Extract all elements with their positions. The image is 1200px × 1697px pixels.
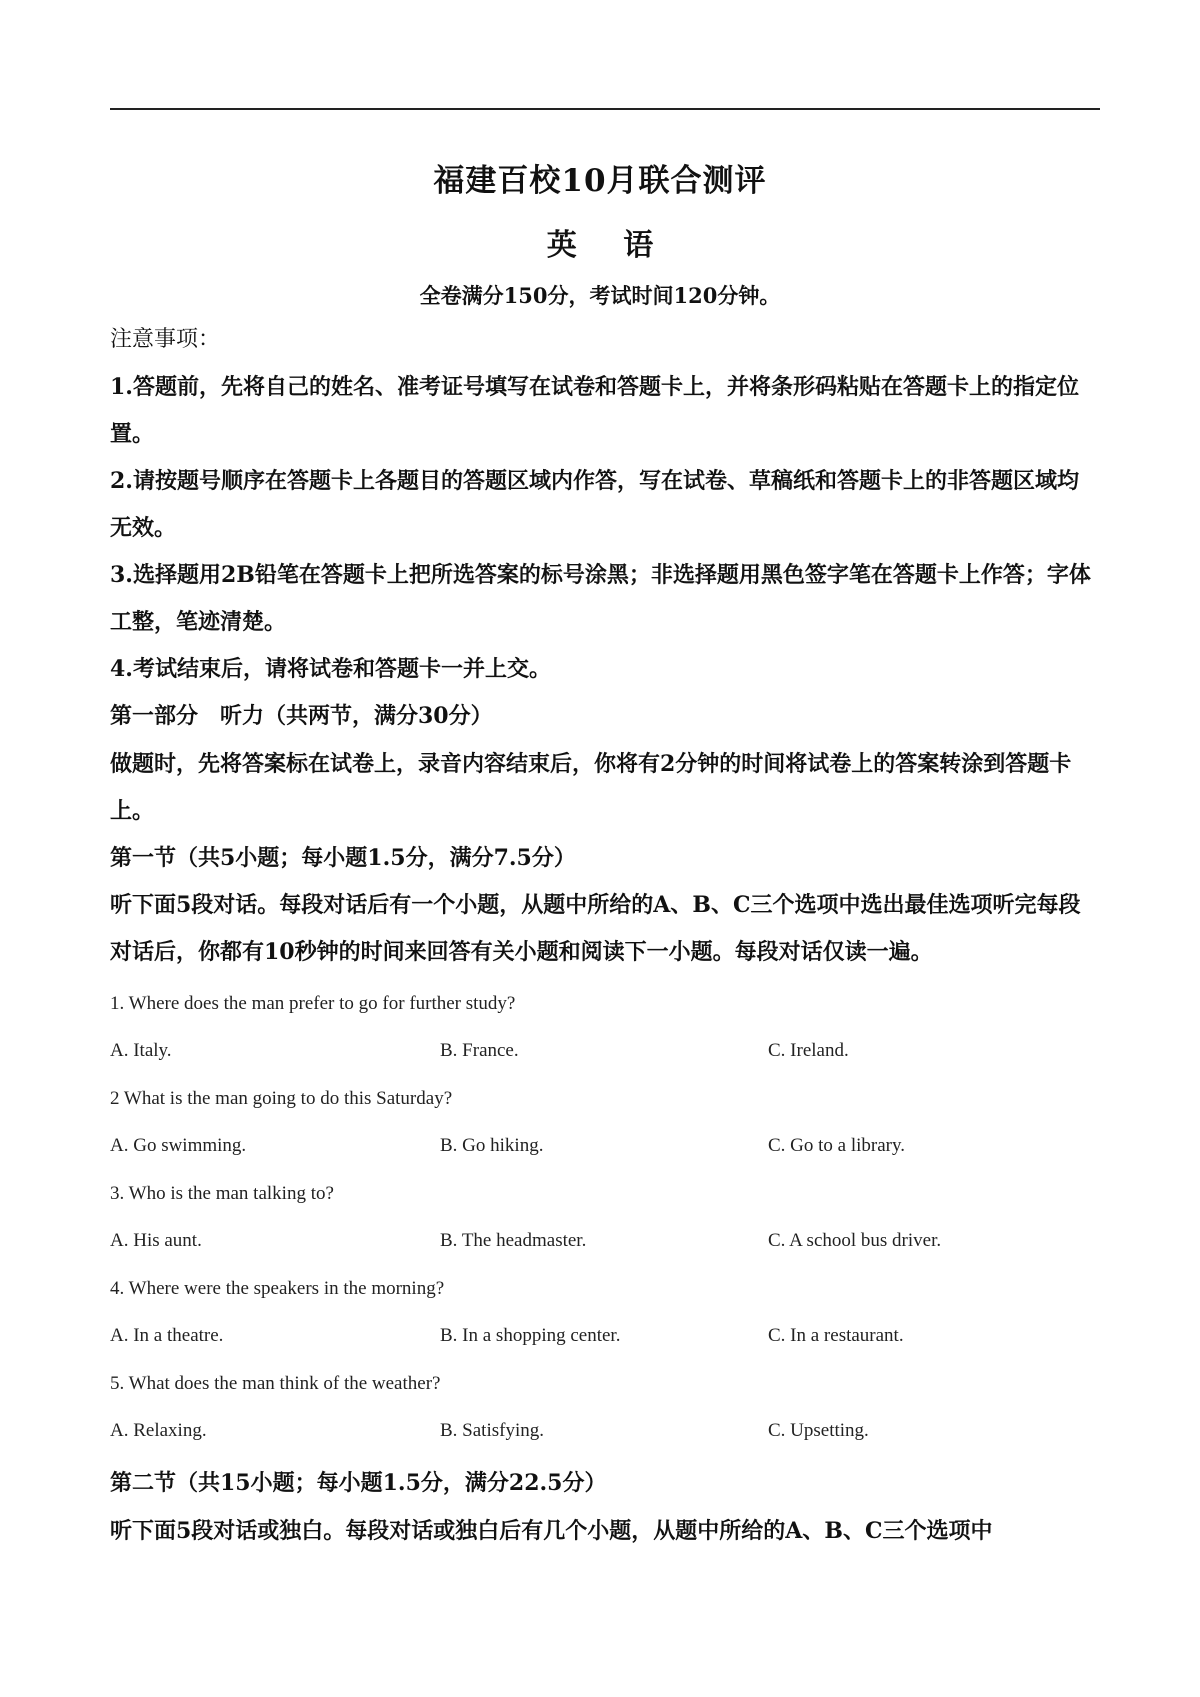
note-item: 2.请按题号顺序在答题卡上各题目的答题区域内作答，写在试卷、草稿纸和答题卡上的非答题区域均无效。 — [110, 468, 1079, 541]
part1-heading: 第一部分 听力（共两节，满分30分） — [110, 703, 493, 729]
question-options — [110, 1040, 1100, 1070]
question-stem: 3. Who is the man talking to? — [110, 1183, 334, 1204]
option-c: C. Ireland. — [768, 1040, 849, 1061]
note-item: 4.考试结束后，请将试卷和答题卡一并上交。 — [110, 656, 551, 682]
question-stem: 4. Where were the speakers in the morning? — [110, 1278, 445, 1299]
option-b: B. Satisfying. — [440, 1420, 544, 1441]
option-a: A. His aunt. — [110, 1230, 202, 1251]
question-options — [110, 1325, 1100, 1355]
top-rule — [110, 108, 1100, 110]
section2-instruction: 听下面5段对话或独白。每段对话或独白后有几个小题，从题中所给的A、B、C三个选项中 — [110, 1518, 993, 1544]
option-b: B. Go hiking. — [440, 1135, 544, 1156]
subject-title: 英 语 — [546, 228, 672, 263]
option-a: A. Italy. — [110, 1040, 172, 1061]
question-options — [110, 1420, 1100, 1450]
option-c: C. Go to a library. — [768, 1135, 906, 1156]
question-options — [110, 1135, 1100, 1165]
exam-title: 福建百校10月联合测评 — [433, 163, 767, 199]
option-c: C. In a restaurant. — [768, 1325, 904, 1346]
question-stem: 5. What does the man think of the weather? — [110, 1373, 441, 1394]
question-options — [110, 1230, 1100, 1260]
option-a: A. Go swimming. — [110, 1135, 247, 1156]
option-b: B. France. — [440, 1040, 519, 1061]
question-stem: 1. Where does the man prefer to go for further study? — [110, 993, 516, 1014]
option-b: B. In a shopping center. — [440, 1325, 621, 1346]
section1-heading: 第一节（共5小题；每小题1.5分，满分7.5分） — [110, 845, 576, 871]
part1-instruction: 做题时，先将答案标在试卷上，录音内容结束后，你将有2分钟的时间将试卷上的答案转涂到答题卡上。 — [110, 751, 1072, 824]
option-c: C. A school bus driver. — [768, 1230, 942, 1251]
question-stem: 2 What is the man going to do this Saturday? — [110, 1088, 453, 1109]
notes-heading: 注意事项： — [110, 327, 221, 352]
section2-heading: 第二节（共15小题；每小题1.5分，满分22.5分） — [110, 1470, 607, 1496]
option-b: B. The headmaster. — [440, 1230, 587, 1251]
note-item: 3.选择题用2B铅笔在答题卡上把所选答案的标号涂黑；非选择题用黑色签字笔在答题卡上作答；字体工整，笔迹清楚。 — [110, 562, 1091, 635]
section1-instruction: 听下面5段对话。每段对话后有一个小题，从题中所给的A、B、C三个选项中选出最佳选项听完每段对话后，你都有10秒钟的时间来回答有关小题和阅读下一小题。每段对话仅读一遍。 — [110, 892, 1081, 965]
option-a: A. In a theatre. — [110, 1325, 224, 1346]
option-a: A. Relaxing. — [110, 1420, 207, 1441]
option-c: C. Upsetting. — [768, 1420, 869, 1441]
exam-meta: 全卷满分150分，考试时间120分钟。 — [419, 283, 781, 308]
note-item: 1.答题前，先将自己的姓名、准考证号填写在试卷和答题卡上，并将条形码粘贴在答题卡上的指定位置。 — [110, 374, 1079, 447]
